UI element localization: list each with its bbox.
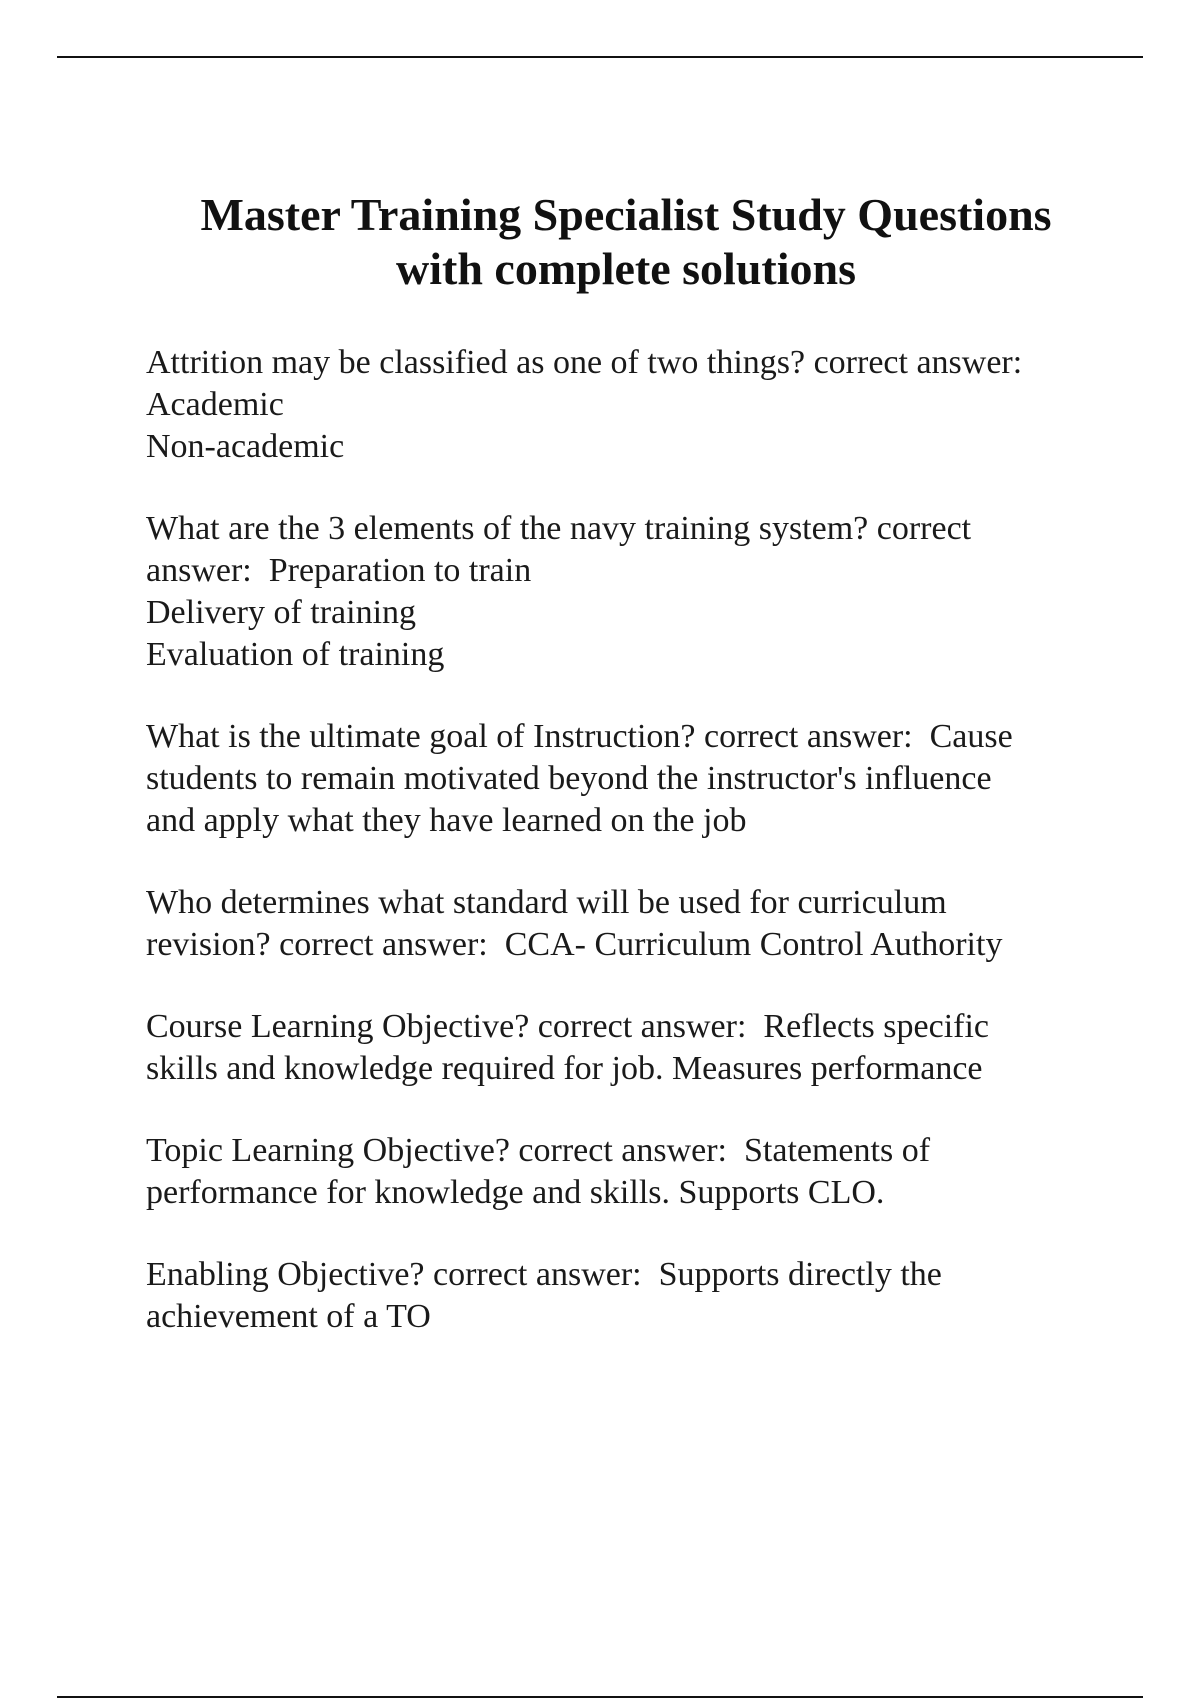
qa-item-enabling-objective — [146, 1254, 1106, 1338]
qa-item-curriculum-revision — [146, 882, 1106, 966]
qa-item-topic-learning-objective — [146, 1130, 1106, 1214]
qa-line: performance for knowledge and skills. Supports CLO. — [146, 1174, 885, 1211]
document-title — [146, 188, 1106, 296]
qa-item-course-learning-objective — [146, 1006, 1106, 1090]
qa-line: students to remain motivated beyond the instructor's influence — [146, 760, 992, 797]
qa-line: Non-academic — [146, 428, 345, 465]
bottom-rule — [57, 1696, 1143, 1698]
qa-line: Who determines what standard will be used for curriculum — [146, 884, 947, 921]
top-rule — [57, 56, 1143, 58]
qa-line: What are the 3 elements of the navy training system? correct — [146, 510, 972, 547]
qa-line: Course Learning Objective? correct answer: Reflects specific — [146, 1008, 990, 1045]
qa-line: Topic Learning Objective? correct answer: Statements of — [146, 1132, 931, 1169]
qa-line: achievement of a TO — [146, 1298, 431, 1335]
qa-line: skills and knowledge required for job. Measures performance — [146, 1050, 983, 1087]
qa-line: Academic — [146, 386, 284, 423]
qa-item-goal-of-instruction — [146, 716, 1106, 842]
qa-line: What is the ultimate goal of Instruction? correct answer: Cause — [146, 718, 1013, 755]
qa-line: and apply what they have learned on the job — [146, 802, 747, 839]
qa-item-attrition — [146, 342, 1106, 468]
qa-line: Evaluation of training — [146, 636, 445, 673]
title-line: with complete solutions — [396, 243, 856, 294]
qa-line: answer: Preparation to train — [146, 552, 532, 589]
qa-line: Enabling Objective? correct answer: Supports directly the — [146, 1256, 942, 1293]
qa-item-navy-training-elements — [146, 508, 1106, 676]
qa-line: revision? correct answer: CCA- Curriculum Control Authority — [146, 926, 1003, 963]
title-line: Master Training Specialist Study Questions — [200, 189, 1052, 240]
qa-line: Attrition may be classified as one of two things? correct answer: — [146, 344, 1023, 381]
document-page — [146, 188, 1106, 1378]
qa-line: Delivery of training — [146, 594, 417, 631]
